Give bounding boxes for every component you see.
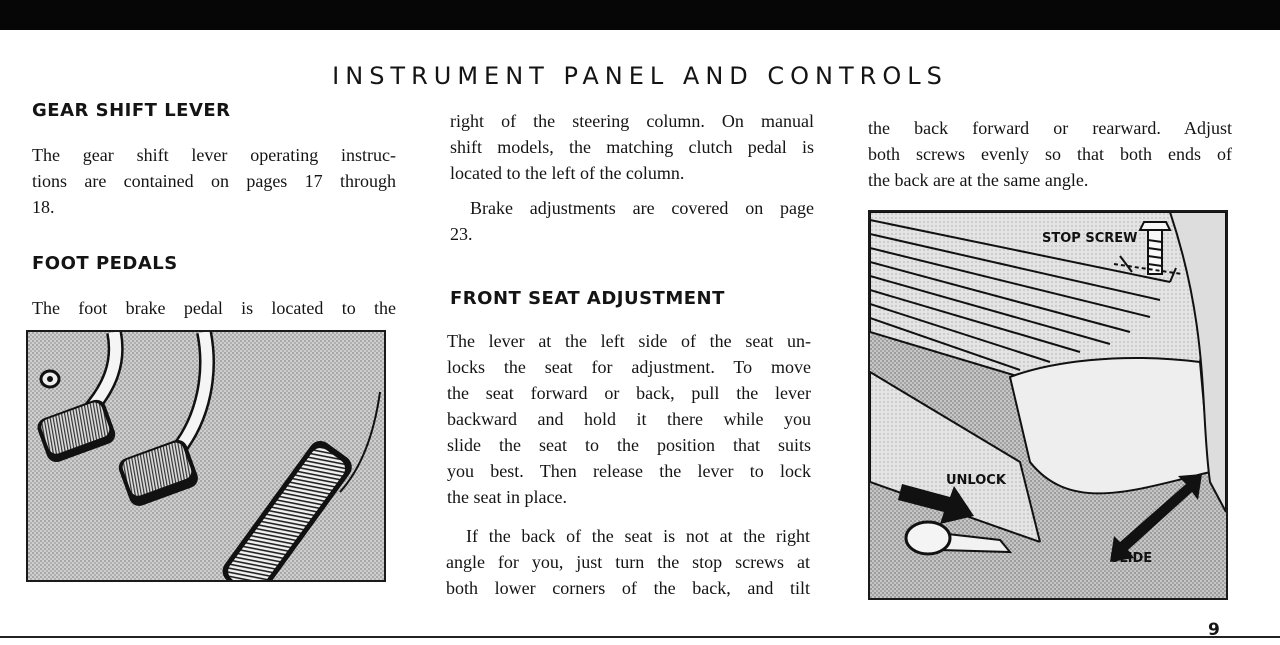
stop-screw-label: STOP SCREW (1042, 231, 1138, 246)
brake-pedal-continued-paragraph (450, 108, 814, 186)
brake-adjustments-paragraph (450, 195, 814, 247)
text-line: The lever at the left side of the seat un- (447, 331, 811, 351)
text-line: If the back of the seat is not at the right (466, 526, 810, 546)
seat-back-continued-paragraph (868, 115, 1232, 193)
text-line: both lower corners of the back, and tilt (446, 578, 810, 598)
foot-pedals-paragraph (32, 295, 396, 321)
text-line: slide the seat to the position that suits (447, 435, 811, 455)
front-seat-illustration (868, 210, 1228, 600)
text-line: angle for you, just turn the stop screws at (446, 552, 810, 572)
page-title: INSTRUMENT PANEL AND CONTROLS (332, 62, 948, 90)
text-line: the seat in place. (447, 487, 567, 507)
text-line: The gear shift lever operating instruc- (32, 145, 396, 165)
heading-front-seat-adjustment: FRONT SEAT ADJUSTMENT (450, 288, 725, 309)
text-line: the seat forward or back, pull the lever (447, 383, 811, 403)
heading-gear-shift-lever: GEAR SHIFT LEVER (32, 100, 231, 121)
text-line: you best. Then release the lever to lock (447, 461, 811, 481)
text-line: shift models, the matching clutch pedal is (450, 137, 814, 157)
bottom-border (0, 636, 1280, 638)
text-line: located to the left of the column. (450, 163, 685, 183)
top-border (0, 0, 1280, 30)
seat-back-angle-paragraph (446, 523, 810, 601)
text-line: the back are at the same angle. (868, 170, 1089, 190)
text-line: locks the seat for adjustment. To move (447, 357, 811, 377)
gear-shift-paragraph (32, 142, 396, 220)
text-line: the back forward or rearward. Adjust (868, 118, 1232, 138)
front-seat-paragraph (447, 328, 811, 510)
text-line: right of the steering column. On manual (450, 111, 814, 131)
slide-label: SLIDE (1110, 551, 1153, 566)
foot-pedals-illustration (26, 330, 386, 582)
heading-foot-pedals: FOOT PEDALS (32, 253, 178, 274)
text-line: tions are contained on pages 17 through (32, 171, 396, 191)
text-line: The foot brake pedal is located to the (32, 298, 396, 318)
page-number: 9 (1208, 620, 1220, 640)
text-line: 23. (450, 224, 473, 244)
text-line: Brake adjustments are covered on page (470, 198, 814, 218)
text-line: both screws evenly so that both ends of (868, 144, 1232, 164)
text-line: 18. (32, 197, 55, 217)
unlock-label: UNLOCK (946, 473, 1006, 488)
text-line: backward and hold it there while you (447, 409, 811, 429)
